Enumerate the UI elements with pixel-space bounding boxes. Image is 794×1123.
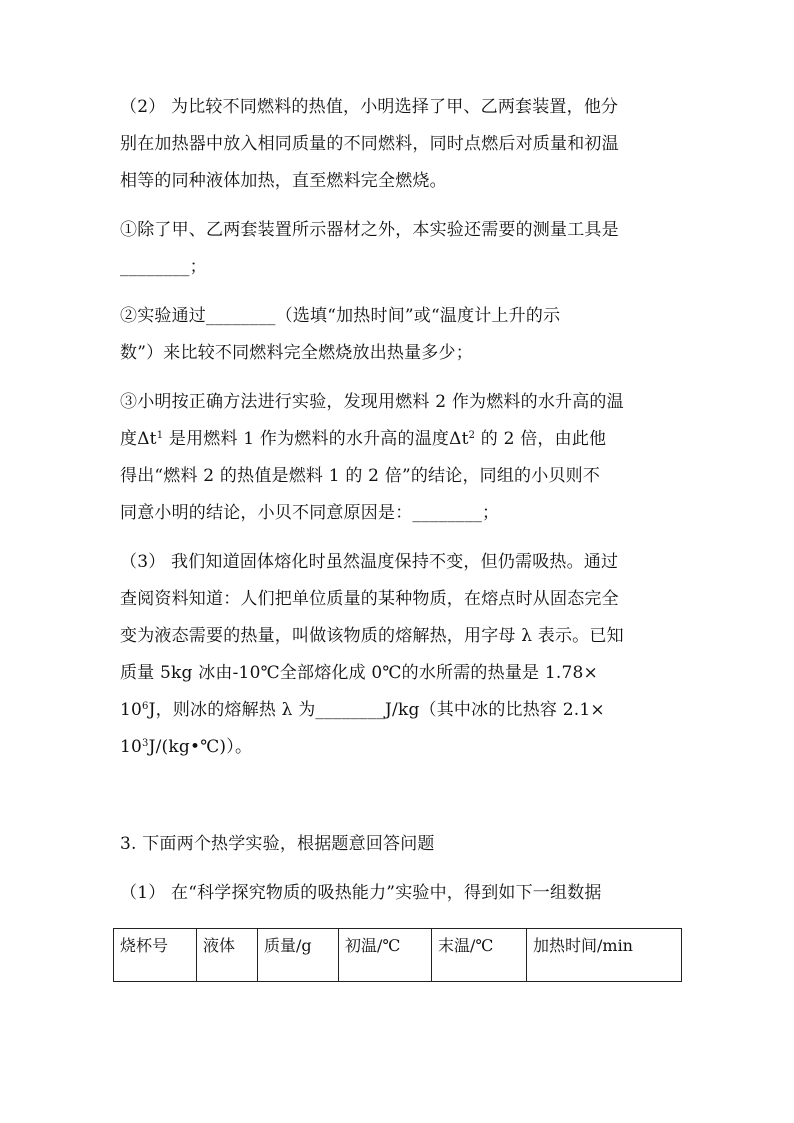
part3-line-5 [120,699,605,721]
part3-line5-rest: J，则冰的熔解热 λ 为________J/kg（其中冰的比热容 2.1× [148,700,605,720]
header-heating-time: 加热时间/min [527,929,682,982]
question-3-sub-1: （1） 在“科学探究物质的吸热能力”实验中，得到如下一组数据 [120,883,602,903]
part3-line-2: 查阅资料知道：人们把单位质量的某种物质，在熔点时从固态完全 [120,589,619,609]
q3-text-c: 的 2 倍，由此他 [475,429,607,449]
part3-line-1: （3） 我们知道固体熔化时虽然温度保持不变，但仍需吸热。通过 [120,552,619,572]
question-3-line-1: ③小明按正确方法进行实验，发现用燃料 2 作为燃料的水升高的温 [120,392,624,412]
delta-t1-subscript: 1 [156,430,164,441]
q3-text-b: 是用燃料 1 作为燃料的水升高的温度Δt [163,429,469,449]
question-2-line-1: ②实验通过________（选填“加热时间”或“温度计上升的示 [120,306,561,326]
part3-line-4: 质量 5kg 冰由-10℃全部熔化成 0℃的水所需的热量是 1.78× [120,663,598,683]
table-header-row [114,929,682,982]
data-table [113,928,682,982]
part3-line6-rest: J/(kg•℃)）。 [148,737,253,757]
part2-intro-line-3: 相等的同种液体加热，直至燃料完全燃烧。 [120,171,447,191]
question-3-title: 3. 下面两个热学实验，根据题意回答问题 [120,834,435,854]
q3-text-a: 度Δt [120,429,157,449]
header-liquid: 液体 [197,929,258,982]
part3-line5-exponent: 6 [142,701,149,712]
question-1-line-1: ①除了甲、乙两套装置所示器材之外，本实验还需要的测量工具是 [120,220,619,240]
header-final-temp: 末温/℃ [432,929,527,982]
question-3-line-4: 同意小明的结论，小贝不同意原因是：________； [120,503,500,523]
question-3-line-3: 得出“燃料 2 的热值是燃料 1 的 2 倍”的结论，同组的小贝则不 [120,466,601,486]
part2-intro-line-2: 别在加热器中放入相同质量的不同燃料，同时点燃后对质量和初温 [120,134,619,154]
part3-line6-exponent: 3 [142,738,149,749]
part3-line5-base: 10 [120,700,143,720]
question-1-answer-blank: ________； [120,257,207,277]
question-3-line-2 [120,428,606,450]
question-2-line-2: 数”）来比较不同燃料完全燃烧放出热量多少； [120,343,473,363]
part2-intro-line-1: （2） 为比较不同燃料的热值，小明选择了甲、乙两套装置，他分 [120,97,619,117]
header-initial-temp: 初温/℃ [339,929,432,982]
header-mass: 质量/g [258,929,339,982]
part3-line6-base: 10 [120,737,143,757]
part3-line-6 [120,736,252,758]
part3-line-3: 变为液态需要的热量，叫做该物质的熔解热，用字母 λ 表示。已知 [120,626,624,646]
delta-t2-subscript: 2 [468,430,476,441]
header-beaker-number: 烧杯号 [114,929,197,982]
